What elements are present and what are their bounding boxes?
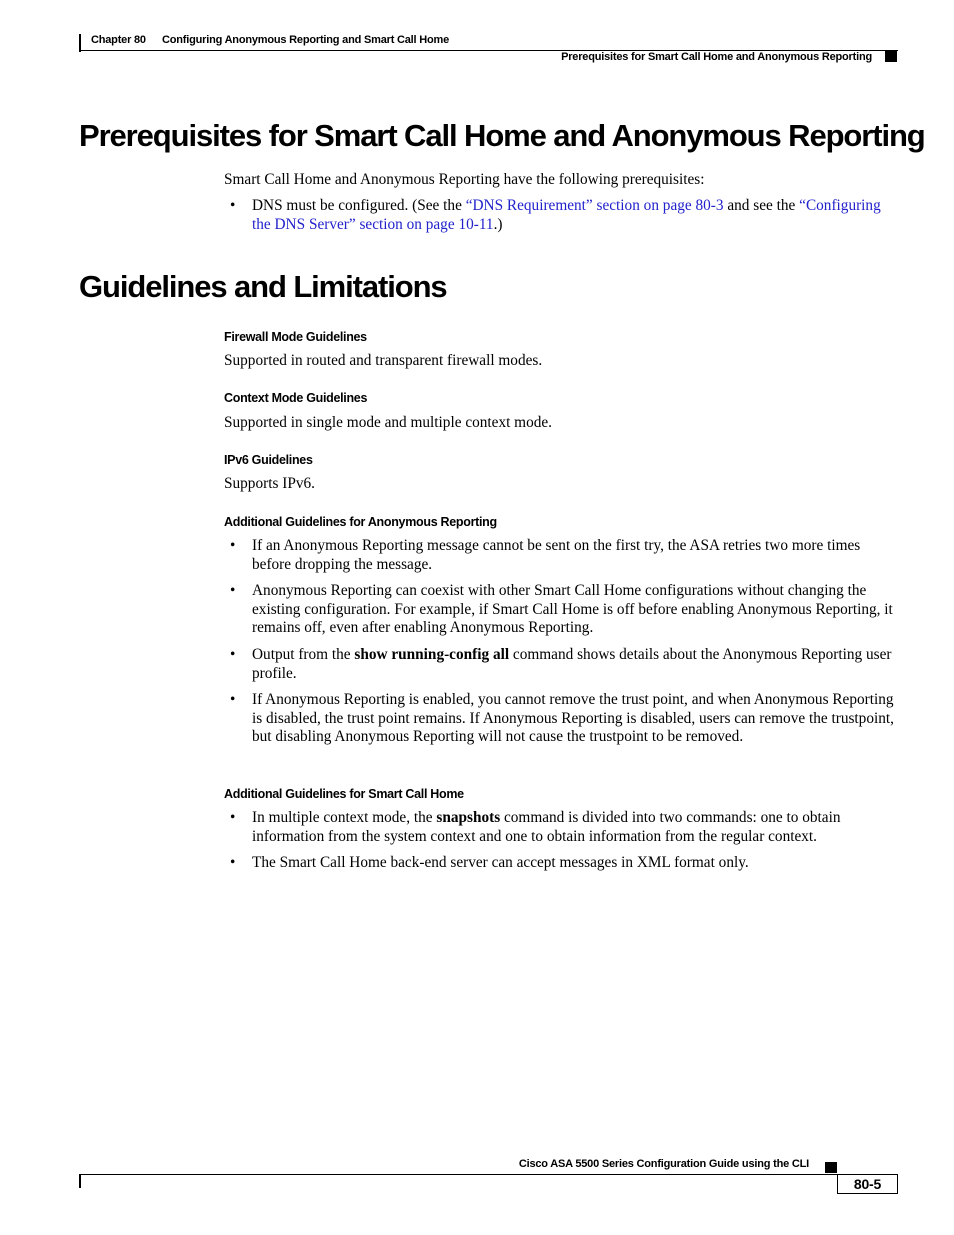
- header-chapter-number: Chapter 80: [91, 34, 146, 46]
- footer-left-bar: [79, 1174, 81, 1188]
- command-name: show running-config all: [354, 645, 510, 663]
- context-mode-text: Supported in single mode and multiple context mode.: [224, 414, 552, 431]
- list-item: • The Smart Call Home back-end server can accept messages in XML format only.: [224, 854, 899, 873]
- context-mode-heading: Context Mode Guidelines: [224, 391, 368, 405]
- footer-rule: [79, 1174, 898, 1175]
- firewall-mode-text: Supported in routed and transparent firewall modes.: [224, 352, 543, 369]
- dns-requirement-link[interactable]: “DNS Requirement” section on page 80-3: [465, 197, 724, 214]
- page-number-box: [837, 1174, 898, 1194]
- anon-reporting-list: [224, 537, 899, 755]
- command-name: snapshots: [436, 809, 501, 826]
- list-item: • Anonymous Reporting can coexist with other Smart Call Home configurations without changing the existing configuration. For example, if Smart Call Home is off before enabling Anonymous Reporting, it remains off, even after enabling Anonymous Reporting.: [224, 582, 899, 638]
- list-item: • Output from the show running-config all command shows details about the Anonymous Reporting user profile.: [224, 646, 899, 683]
- prereq-intro: Smart Call Home and Anonymous Reporting have the following prerequisites:: [224, 171, 705, 188]
- list-item: • If an Anonymous Reporting message cannot be sent on the first try, the ASA retries two more times before dropping the message.: [224, 537, 899, 574]
- guidelines-heading: Guidelines and Limitations: [79, 269, 447, 304]
- ipv6-heading: IPv6 Guidelines: [224, 453, 313, 467]
- anon-reporting-heading: Additional Guidelines for Anonymous Reporting: [224, 515, 497, 529]
- page-number: 80-5: [853, 1176, 882, 1192]
- firewall-mode-heading: Firewall Mode Guidelines: [224, 330, 367, 344]
- list-item: • In multiple context mode, the snapshots command is divided into two commands: one to obtain information from the system context and one to obtain information from the regular context.: [224, 809, 899, 846]
- prereq-heading: Prerequisites for Smart Call Home and Anonymous Reporting: [79, 118, 925, 153]
- list-item: • DNS must be configured. (See the “DNS Requirement” section on page 80-3 and see the “Configuring the DNS Server” section on page 10-11.): [224, 197, 899, 234]
- smart-call-home-list: [224, 809, 899, 881]
- header-chapter-title: Configuring Anonymous Reporting and Smart Call Home: [162, 34, 450, 46]
- footer-corner-block: [825, 1162, 837, 1173]
- configuring-dns-server-link[interactable]: “Configuring the DNS Server” section on page 10-11: [252, 197, 881, 233]
- ipv6-text: Supports IPv6.: [224, 475, 315, 492]
- prereq-list: [224, 197, 899, 242]
- header-section-title: Prerequisites for Smart Call Home and Anonymous Reporting: [561, 51, 872, 63]
- header-corner-block: [885, 51, 897, 62]
- smart-call-home-heading: Additional Guidelines for Smart Call Home: [224, 787, 464, 801]
- footer-book-title: Cisco ASA 5500 Series Configuration Guide using the CLI: [518, 1158, 809, 1170]
- list-item: • If Anonymous Reporting is enabled, you cannot remove the trust point, and when Anonymous Reporting is disabled, the trust point remains. If Anonymous Reporting is disabled, users can remove the trustpoint, but disabling Anonymous Reporting will not cause the trustpoint to be removed.: [224, 691, 899, 747]
